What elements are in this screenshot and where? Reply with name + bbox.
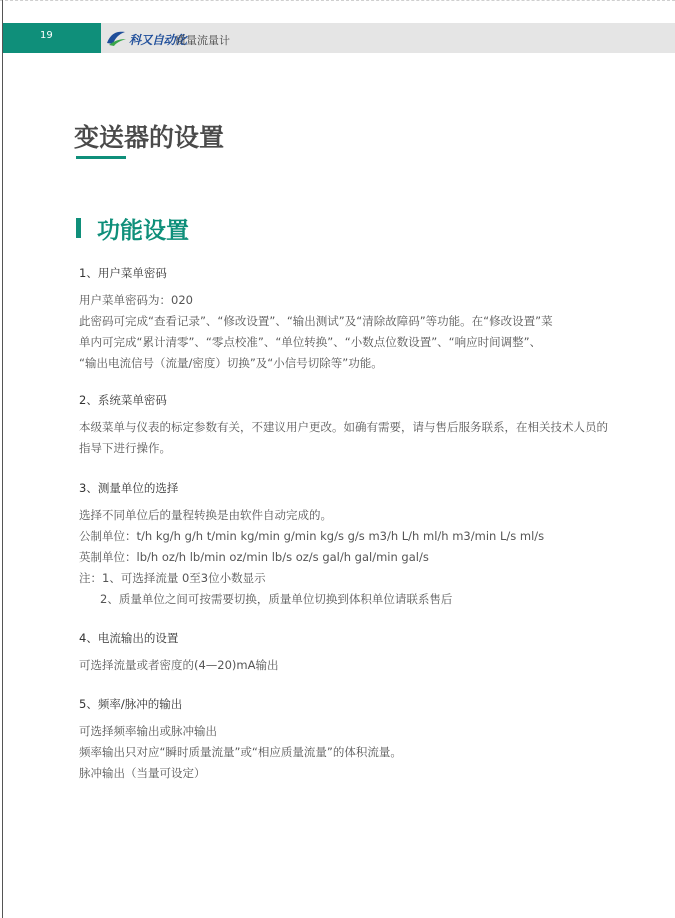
product-name: 质量流量计	[175, 34, 230, 47]
body-line: 可选择流量或者密度的(4—20)mA输出	[79, 658, 279, 672]
body-line: 选择不同单位后的量程转换是由软件自动完成的。	[79, 508, 332, 522]
body-line: 指导下进行操作。	[79, 441, 171, 455]
title-underline	[76, 156, 126, 159]
page-title: 变送器的设置	[74, 123, 225, 152]
section-title-current-output: 4、电流输出的设置	[79, 631, 179, 645]
body-line: 本级菜单与仪表的标定参数有关，不建议用户更改。如确有需要，请与售后服务联系，在相关技术人员的	[79, 420, 608, 434]
section-title-unit-selection: 3、测量单位的选择	[79, 481, 179, 495]
section-heading: 功能设置	[97, 218, 189, 244]
section-title-frequency-pulse: 5、频率/脉冲的输出	[79, 697, 183, 711]
page-left-edge	[2, 0, 3, 918]
header-band	[3, 23, 675, 53]
section-title-user-password: 1、用户菜单密码	[79, 266, 167, 280]
body-line: 用户菜单密码为：020	[79, 293, 193, 307]
section-title-system-password: 2、系统菜单密码	[79, 393, 167, 407]
body-line: 脉冲输出（当量可设定）	[79, 766, 206, 780]
brand-logo-icon	[105, 29, 127, 47]
note-line: 注：1、可选择流量 0至3位小数显示	[79, 571, 266, 585]
body-line: “输出电流信号（流量/密度）切换”及“小信号切除等”功能。	[79, 356, 383, 370]
note-line: 2、质量单位之间可按需要切换，质量单位切换到体积单位请联系售后	[100, 592, 453, 606]
body-line: 单内可完成“累计清零”、“零点校准”、“单位转换”、“小数点位数设置”、“响应时间调整”、	[79, 335, 542, 349]
page-number: 19	[40, 30, 53, 41]
metric-units-line: 公制单位：t/h kg/h g/h t/min kg/min g/min kg/s g/s m3/h L/h ml/h m3/min L/s ml/s	[79, 529, 545, 543]
top-dashed-rule	[0, 0, 675, 6]
body-line: 可选择频率输出或脉冲输出	[79, 724, 217, 738]
brand-name: 科又自动化	[129, 33, 187, 47]
subtitle-bar	[76, 218, 81, 238]
imperial-units-line: 英制单位：lb/h oz/h lb/min oz/min lb/s oz/s gal/h gal/min gal/s	[79, 550, 429, 564]
body-line: 此密码可完成“查看记录”、“修改设置”、“输出测试”及“清除故障码”等功能。在“修改设置”菜	[79, 314, 553, 328]
body-line: 频率输出只对应“瞬时质量流量”或“相应质量流量”的体积流量。	[79, 745, 402, 759]
